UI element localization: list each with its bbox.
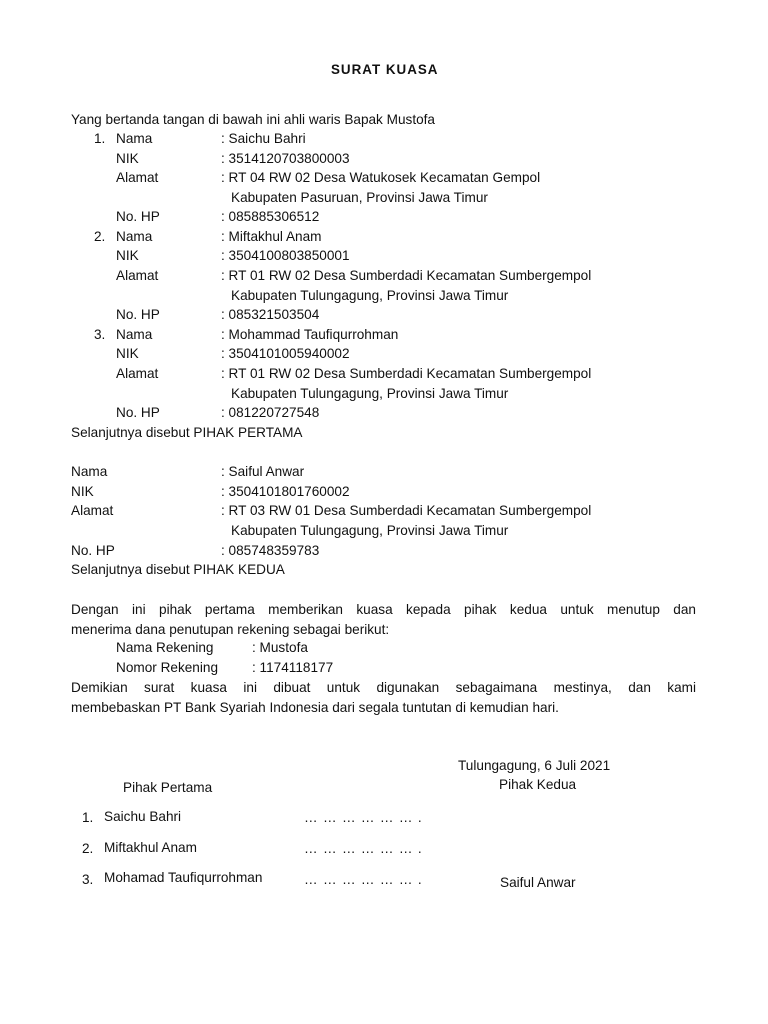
second-party-hp-value: : 085748359783 (221, 543, 320, 558)
heir-2-nik-label: NIK (116, 248, 139, 263)
second-party-nama-value: : Saiful Anwar (221, 464, 305, 479)
heir-1-hp-label: No. HP (116, 209, 160, 224)
heir-1-alamat-line2: Kabupaten Pasuruan, Provinsi Jawa Timur (231, 190, 488, 205)
document-title: SURAT KUASA (331, 62, 439, 77)
body-line-2: menerima dana penutupan rekening sebagai berikut: (71, 621, 390, 637)
second-party-nama-label: Nama (71, 464, 108, 479)
pihak-pertama-note: Selanjutnya disebut PIHAK PERTAMA (71, 425, 303, 440)
closing-paragraph (71, 678, 696, 717)
signatory-1-name: Saichu Bahri (104, 809, 182, 824)
signatory-3-name: Mohamad Taufiqurrohman (104, 870, 263, 885)
heir-1-nik-label: NIK (116, 151, 139, 166)
heir-1-nama-label: Nama (116, 131, 153, 146)
account-number-value: : 1174118177 (252, 660, 334, 675)
place-date: Tulungagung, 6 Juli 2021 (458, 758, 611, 773)
heir-3-hp-label: No. HP (116, 405, 160, 420)
heir-2-nik-value: : 3504100803850001 (221, 248, 350, 263)
heir-3-hp-value: : 081220727548 (221, 405, 320, 420)
body-paragraph (71, 600, 696, 639)
heir-2-alamat-label: Alamat (116, 268, 159, 283)
signatory-3-number: 3. (82, 872, 94, 887)
account-number-label: Nomor Rekening (116, 660, 218, 675)
signatory-1-number: 1. (82, 810, 94, 825)
second-party-nik-value: : 3504101801760002 (221, 484, 350, 499)
heir-3-nik-value: : 3504101005940002 (221, 346, 350, 361)
second-party-alamat-label: Alamat (71, 503, 114, 518)
heir-2-alamat-line1: : RT 01 RW 02 Desa Sumberdadi Kecamatan Sumbergempol (221, 268, 592, 283)
account-name-label: Nama Rekening (116, 640, 214, 655)
signatory-2-dots: … … … … … … . (304, 841, 423, 856)
signatory-1-dots: … … … … … … . (304, 810, 423, 825)
pihak-kedua-label: Pihak Kedua (499, 777, 577, 792)
second-party-alamat-line1: : RT 03 RW 01 Desa Sumberdadi Kecamatan Sumbergempol (221, 503, 592, 518)
heir-3-alamat-line1: : RT 01 RW 02 Desa Sumberdadi Kecamatan Sumbergempol (221, 366, 592, 381)
heir-1-alamat-label: Alamat (116, 170, 159, 185)
heir-2-alamat-line2: Kabupaten Tulungagung, Provinsi Jawa Timur (231, 288, 509, 303)
heir-1-alamat-line1: : RT 04 RW 02 Desa Watukosek Kecamatan Gempol (221, 170, 541, 185)
heir-1-nama-value: : Saichu Bahri (221, 131, 306, 146)
closing-line-2: membebaskan PT Bank Syariah Indonesia dari segala tuntutan di kemudian hari. (71, 699, 559, 715)
second-signatory-name: Saiful Anwar (500, 875, 576, 890)
heir-3-alamat-line2: Kabupaten Tulungagung, Provinsi Jawa Timur (231, 386, 509, 401)
heir-3-nik-label: NIK (116, 346, 139, 361)
second-party-hp-label: No. HP (71, 543, 115, 558)
heir-2-nama-value: : Miftakhul Anam (221, 229, 322, 244)
heir-3-number: 3. (94, 327, 106, 342)
heir-2-number: 2. (94, 229, 106, 244)
heir-2-nama-label: Nama (116, 229, 153, 244)
heir-1-hp-value: : 085885306512 (221, 209, 320, 224)
second-party-nik-label: NIK (71, 484, 94, 499)
closing-line-1: Demikian surat kuasa ini dibuat untuk digunakan sebagaimana mestinya, dan kami (71, 680, 696, 695)
body-line-1: Dengan ini pihak pertama memberikan kuasa kepada pihak kedua untuk menutup dan (71, 602, 696, 617)
signatory-2-name: Miftakhul Anam (104, 840, 197, 855)
heir-3-alamat-label: Alamat (116, 366, 159, 381)
heir-2-hp-label: No. HP (116, 307, 160, 322)
heir-1-number: 1. (94, 131, 106, 146)
account-name-value: : Mustofa (252, 640, 308, 655)
second-party-alamat-line2: Kabupaten Tulungagung, Provinsi Jawa Timur (231, 523, 509, 538)
heir-1-nik-value: : 3514120703800003 (221, 151, 350, 166)
signatory-3-dots: … … … … … … . (304, 872, 423, 887)
intro-text: Yang bertanda tangan di bawah ini ahli waris Bapak Mustofa (71, 112, 435, 127)
pihak-pertama-label: Pihak Pertama (123, 780, 213, 795)
pihak-kedua-note: Selanjutnya disebut PIHAK KEDUA (71, 562, 285, 577)
heir-3-nama-label: Nama (116, 327, 153, 342)
signatory-2-number: 2. (82, 841, 94, 856)
heir-3-nama-value: : Mohammad Taufiqurrohman (221, 327, 399, 342)
heir-2-hp-value: : 085321503504 (221, 307, 320, 322)
